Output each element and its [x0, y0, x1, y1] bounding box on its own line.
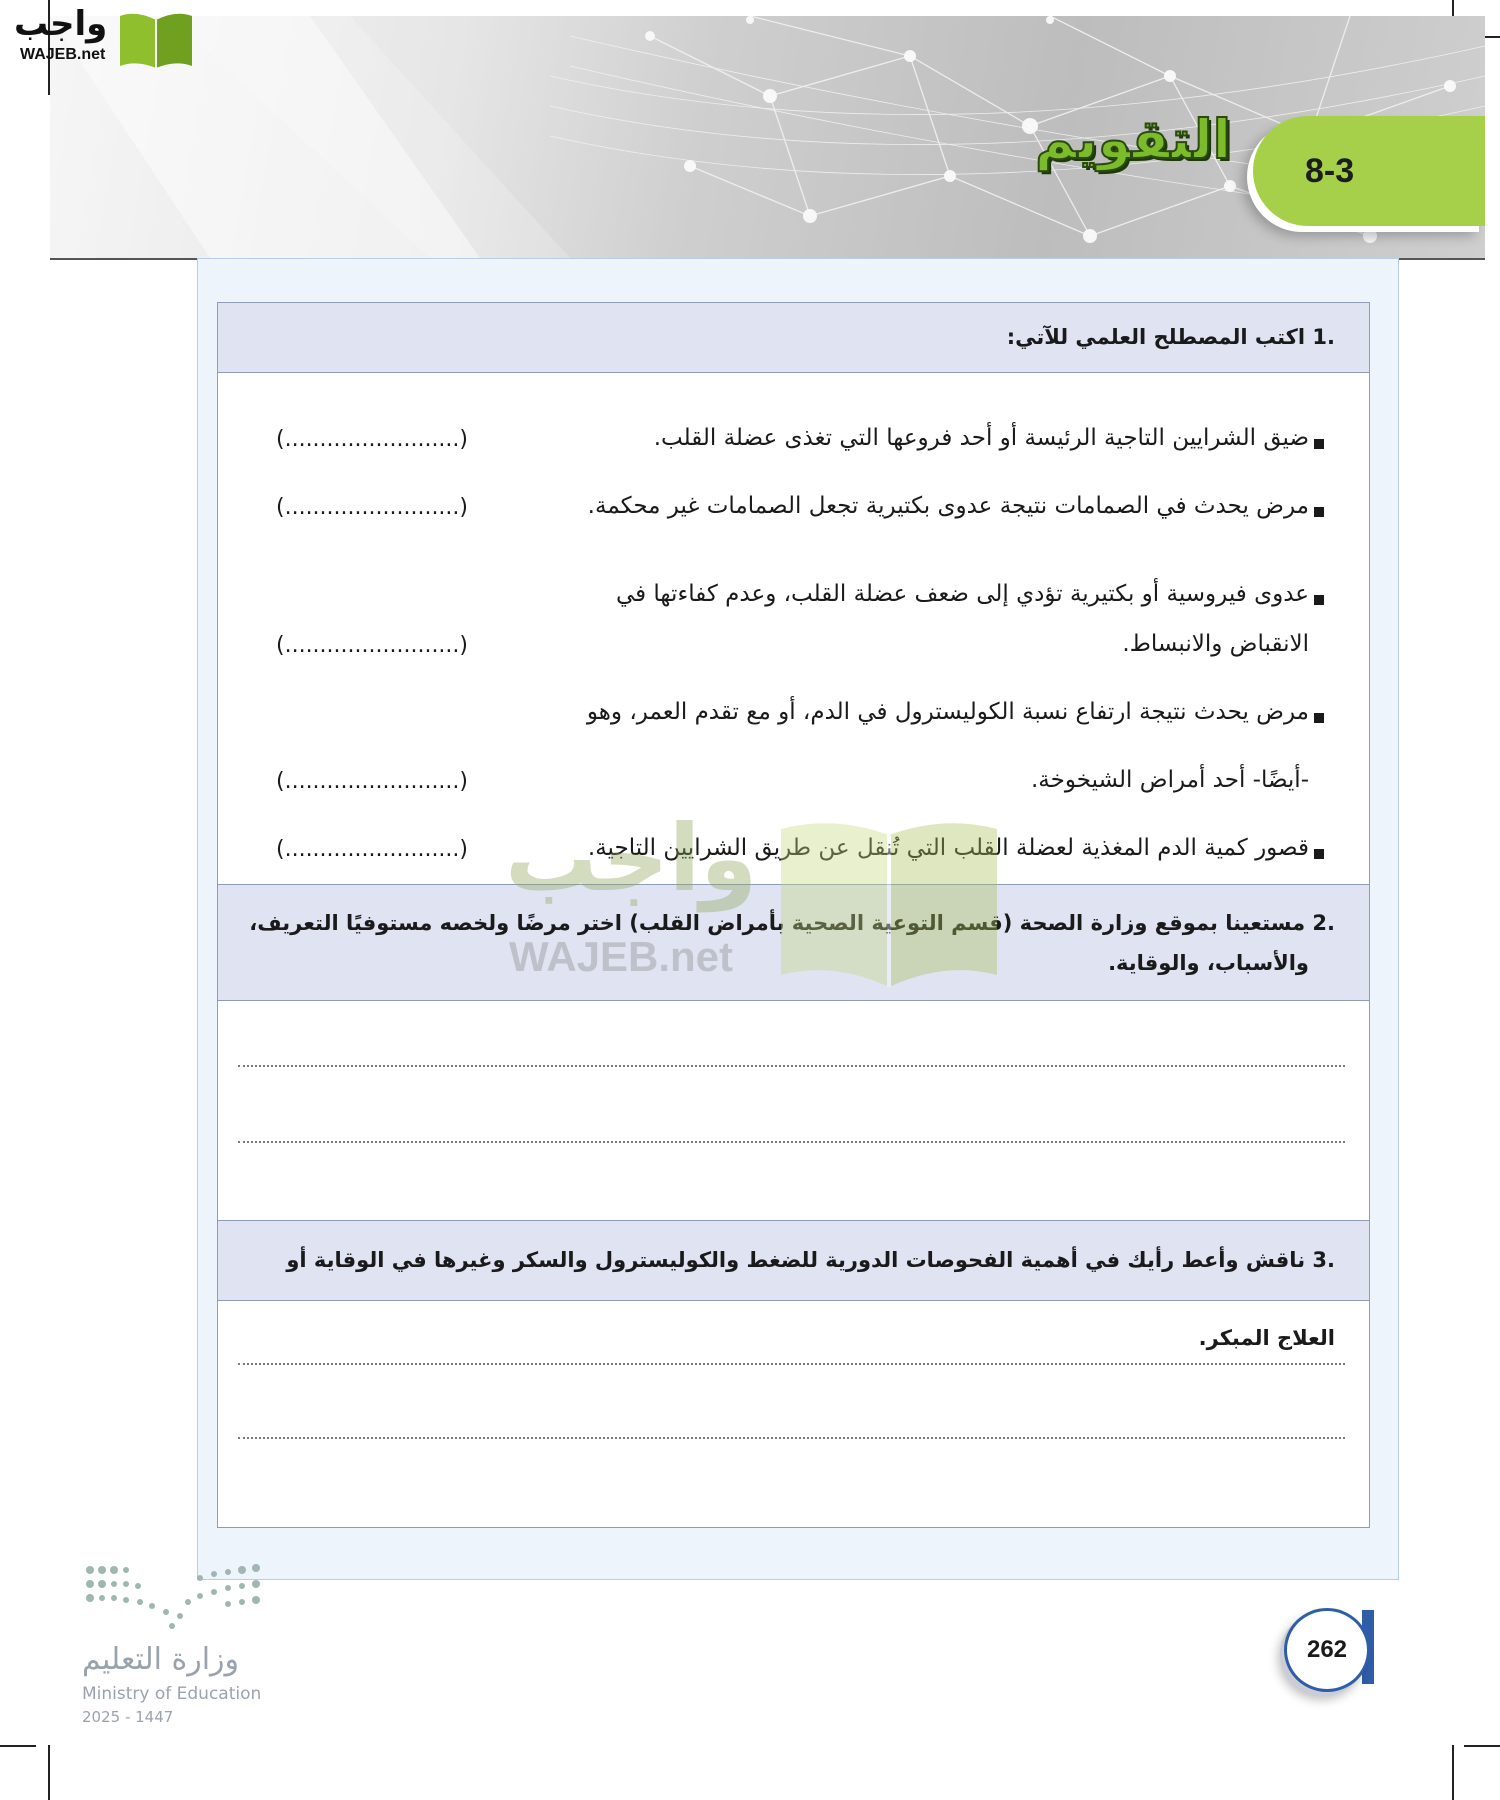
question-3-title: .3 ناقش وأعط رأيك في أهمية الفحوصات الدورية للضغط والكوليسترول والسكر وغيرها في الوقاية أو العلاج المبكر.: [286, 1248, 1335, 1350]
site-logo: [10, 4, 190, 68]
watermark-arabic: واجب: [505, 805, 758, 912]
question-2-title: .2 مستعينا بموقع وزارة الصحة (قسم التوعية الصحية بأمراض القلب) اختر مرضًا ولخصه مستوفيًا التعريف،: [249, 911, 1335, 935]
answer-blank[interactable]: (.........................): [276, 495, 468, 520]
bullet-icon: [1314, 595, 1324, 605]
site-logo-latin: WAJEB.net: [20, 46, 106, 63]
crop-mark: [0, 1745, 36, 1747]
question-2-header: [218, 885, 1369, 1001]
site-logo-arabic: واجب: [14, 4, 108, 44]
term-item-text: -أيضًا- أحد أمراض الشيخوخة.: [1031, 767, 1309, 793]
term-item: [258, 699, 1309, 725]
answer-blank[interactable]: (.........................): [276, 837, 468, 862]
page-number-text: 262: [1306, 1636, 1348, 1663]
answer-blank[interactable]: (.........................): [276, 427, 468, 452]
bullet-icon: [1314, 713, 1324, 723]
question-3-header: [218, 1221, 1369, 1350]
answer-line[interactable]: [238, 1363, 1345, 1365]
lesson-number-tab: [1253, 116, 1485, 226]
ministry-logo: [80, 1560, 280, 1730]
question-1-box: [217, 302, 1370, 886]
answer-line[interactable]: [238, 1437, 1345, 1439]
term-item-text: الانقباض والانبساط.: [1122, 631, 1309, 657]
question-1-header: [218, 303, 1369, 373]
crop-mark: [1452, 1745, 1454, 1800]
ministry-dots-emblem: [80, 1560, 270, 1640]
crop-mark: [48, 1745, 50, 1800]
term-item-text: عدوى فيروسية أو بكتيرية تؤدي إلى ضعف عضلة القلب، وعدم كفاءتها في: [615, 581, 1309, 607]
term-item-text: مرض يحدث في الصمامات نتيجة عدوى بكتيرية تجعل الصمامات غير محكمة.: [587, 493, 1309, 519]
bullet-icon: [1314, 507, 1324, 517]
answer-blank[interactable]: (.........................): [276, 769, 468, 794]
question-3-box: [217, 1220, 1370, 1528]
term-item: [258, 581, 1309, 607]
chapter-banner: [50, 16, 1485, 260]
crop-mark: [1464, 1745, 1500, 1747]
question-1-title: .1 اكتب المصطلح العلمي للآتي:: [1006, 325, 1335, 349]
answer-line[interactable]: [238, 1065, 1345, 1067]
page-number: [1284, 1608, 1370, 1692]
term-item-text: ضيق الشرايين التاجية الرئيسة أو أحد فروعها التي تغذى عضلة القلب.: [653, 425, 1309, 451]
bullet-icon: [1314, 439, 1324, 449]
open-book-icon: [116, 10, 196, 70]
answer-blank[interactable]: (.........................): [276, 633, 468, 658]
ministry-name-arabic: وزارة التعليم: [82, 1642, 240, 1677]
question-2-box: [217, 884, 1370, 1222]
term-item-text: قصور كمية الدم المغذية لعضلة القلب التي تُنقل عن طريق الشرايين التاجية.: [587, 835, 1309, 861]
bullet-icon: [1314, 849, 1324, 859]
academic-year: 2025 - 1447: [82, 1708, 174, 1726]
section-title: التقويم: [1035, 108, 1232, 171]
watermark-latin: WAJEB.net: [509, 933, 734, 980]
lesson-number: 8-3: [1305, 151, 1355, 190]
ministry-name-english: Ministry of Education: [82, 1684, 262, 1704]
term-item-text: مرض يحدث نتيجة ارتفاع نسبة الكوليسترول في الدم، أو مع تقدم العمر، وهو: [586, 699, 1309, 725]
question-2-title-continuation: والأسباب، والوقاية.: [1108, 951, 1309, 975]
answer-line[interactable]: [238, 1141, 1345, 1143]
